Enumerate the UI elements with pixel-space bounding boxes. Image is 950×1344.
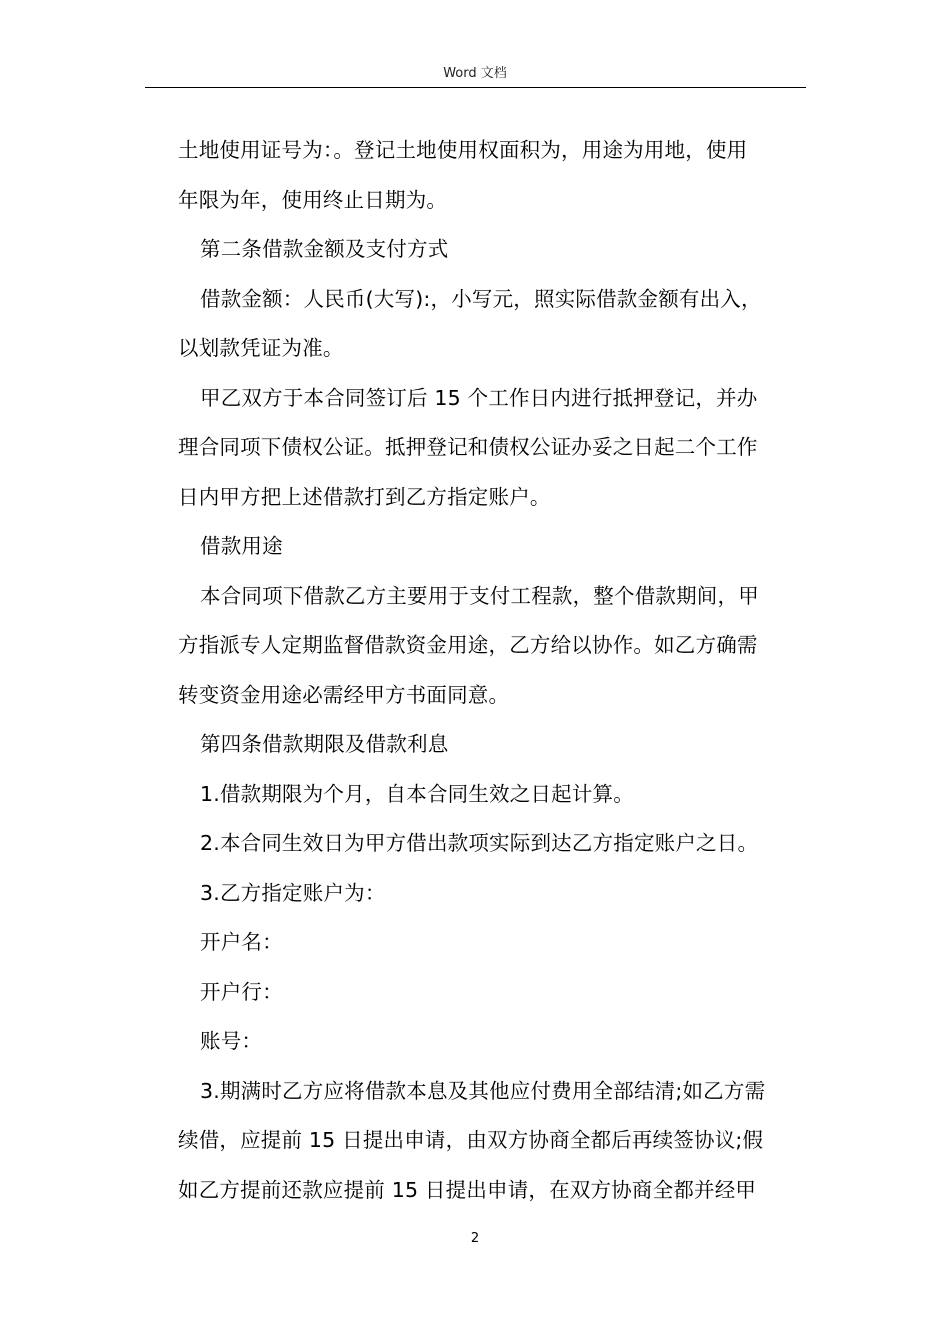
- page-number: 2: [470, 1231, 480, 1246]
- section-heading: 借款用途: [200, 534, 283, 558]
- text-line: 以划款凭证为准。: [178, 336, 344, 360]
- text-line: 土地使用证号为：。登记土地使用权面积为，用途为用地，使用: [178, 138, 748, 162]
- text-line: 理合同项下债权公证。抵押登记和债权公证办妥之日起二个工作: [178, 435, 758, 459]
- account-name-field: 开户名：: [200, 930, 283, 954]
- text-line: 如乙方提前还款应提前 15 日提出申请，在双方协商全都并经甲: [178, 1177, 757, 1202]
- text-line: 续借，应提前 15 日提出申请，由双方协商全都后再续签协议;假: [178, 1128, 764, 1152]
- list-item: 2.本合同生效日为甲方借出款项实际到达乙方指定账户之日。: [200, 831, 759, 855]
- text-line: 本合同项下借款乙方主要用于支付工程款，整个借款期间，甲: [200, 583, 759, 608]
- list-item: 3.乙方指定账户为：: [200, 880, 386, 905]
- document-body: [178, 126, 804, 1215]
- account-bank-field: 开户行：: [200, 979, 283, 1004]
- text-line: 借款金额：人民币(大写):，小写元，照实际借款金额有出入，: [200, 286, 762, 311]
- text-line: 甲乙双方于本合同签订后 15 个工作日内进行抵押登记，并办: [200, 385, 758, 410]
- text-line: 日内甲方把上述借款打到乙方指定账户。: [178, 484, 551, 509]
- section-heading: 第四条借款期限及借款利息: [200, 732, 449, 756]
- account-number-field: 账号：: [200, 1029, 263, 1053]
- header-divider: [145, 87, 806, 88]
- text-line: 年限为年，使用终止日期为。: [178, 187, 448, 212]
- list-item: 3.期满时乙方应将借款本息及其他应付费用全部结清;如乙方需: [200, 1078, 766, 1103]
- section-heading: 第二条借款金额及支付方式: [200, 237, 449, 261]
- text-line: 方指派专人定期监督借款资金用途，乙方给以协作。如乙方确需: [178, 633, 758, 657]
- text-line: 转变资金用途必需经甲方书面同意。: [178, 682, 510, 707]
- list-item: 1.借款期限为个月，自本合同生效之日起计算。: [200, 781, 634, 806]
- page-header: Word 文档: [443, 66, 507, 81]
